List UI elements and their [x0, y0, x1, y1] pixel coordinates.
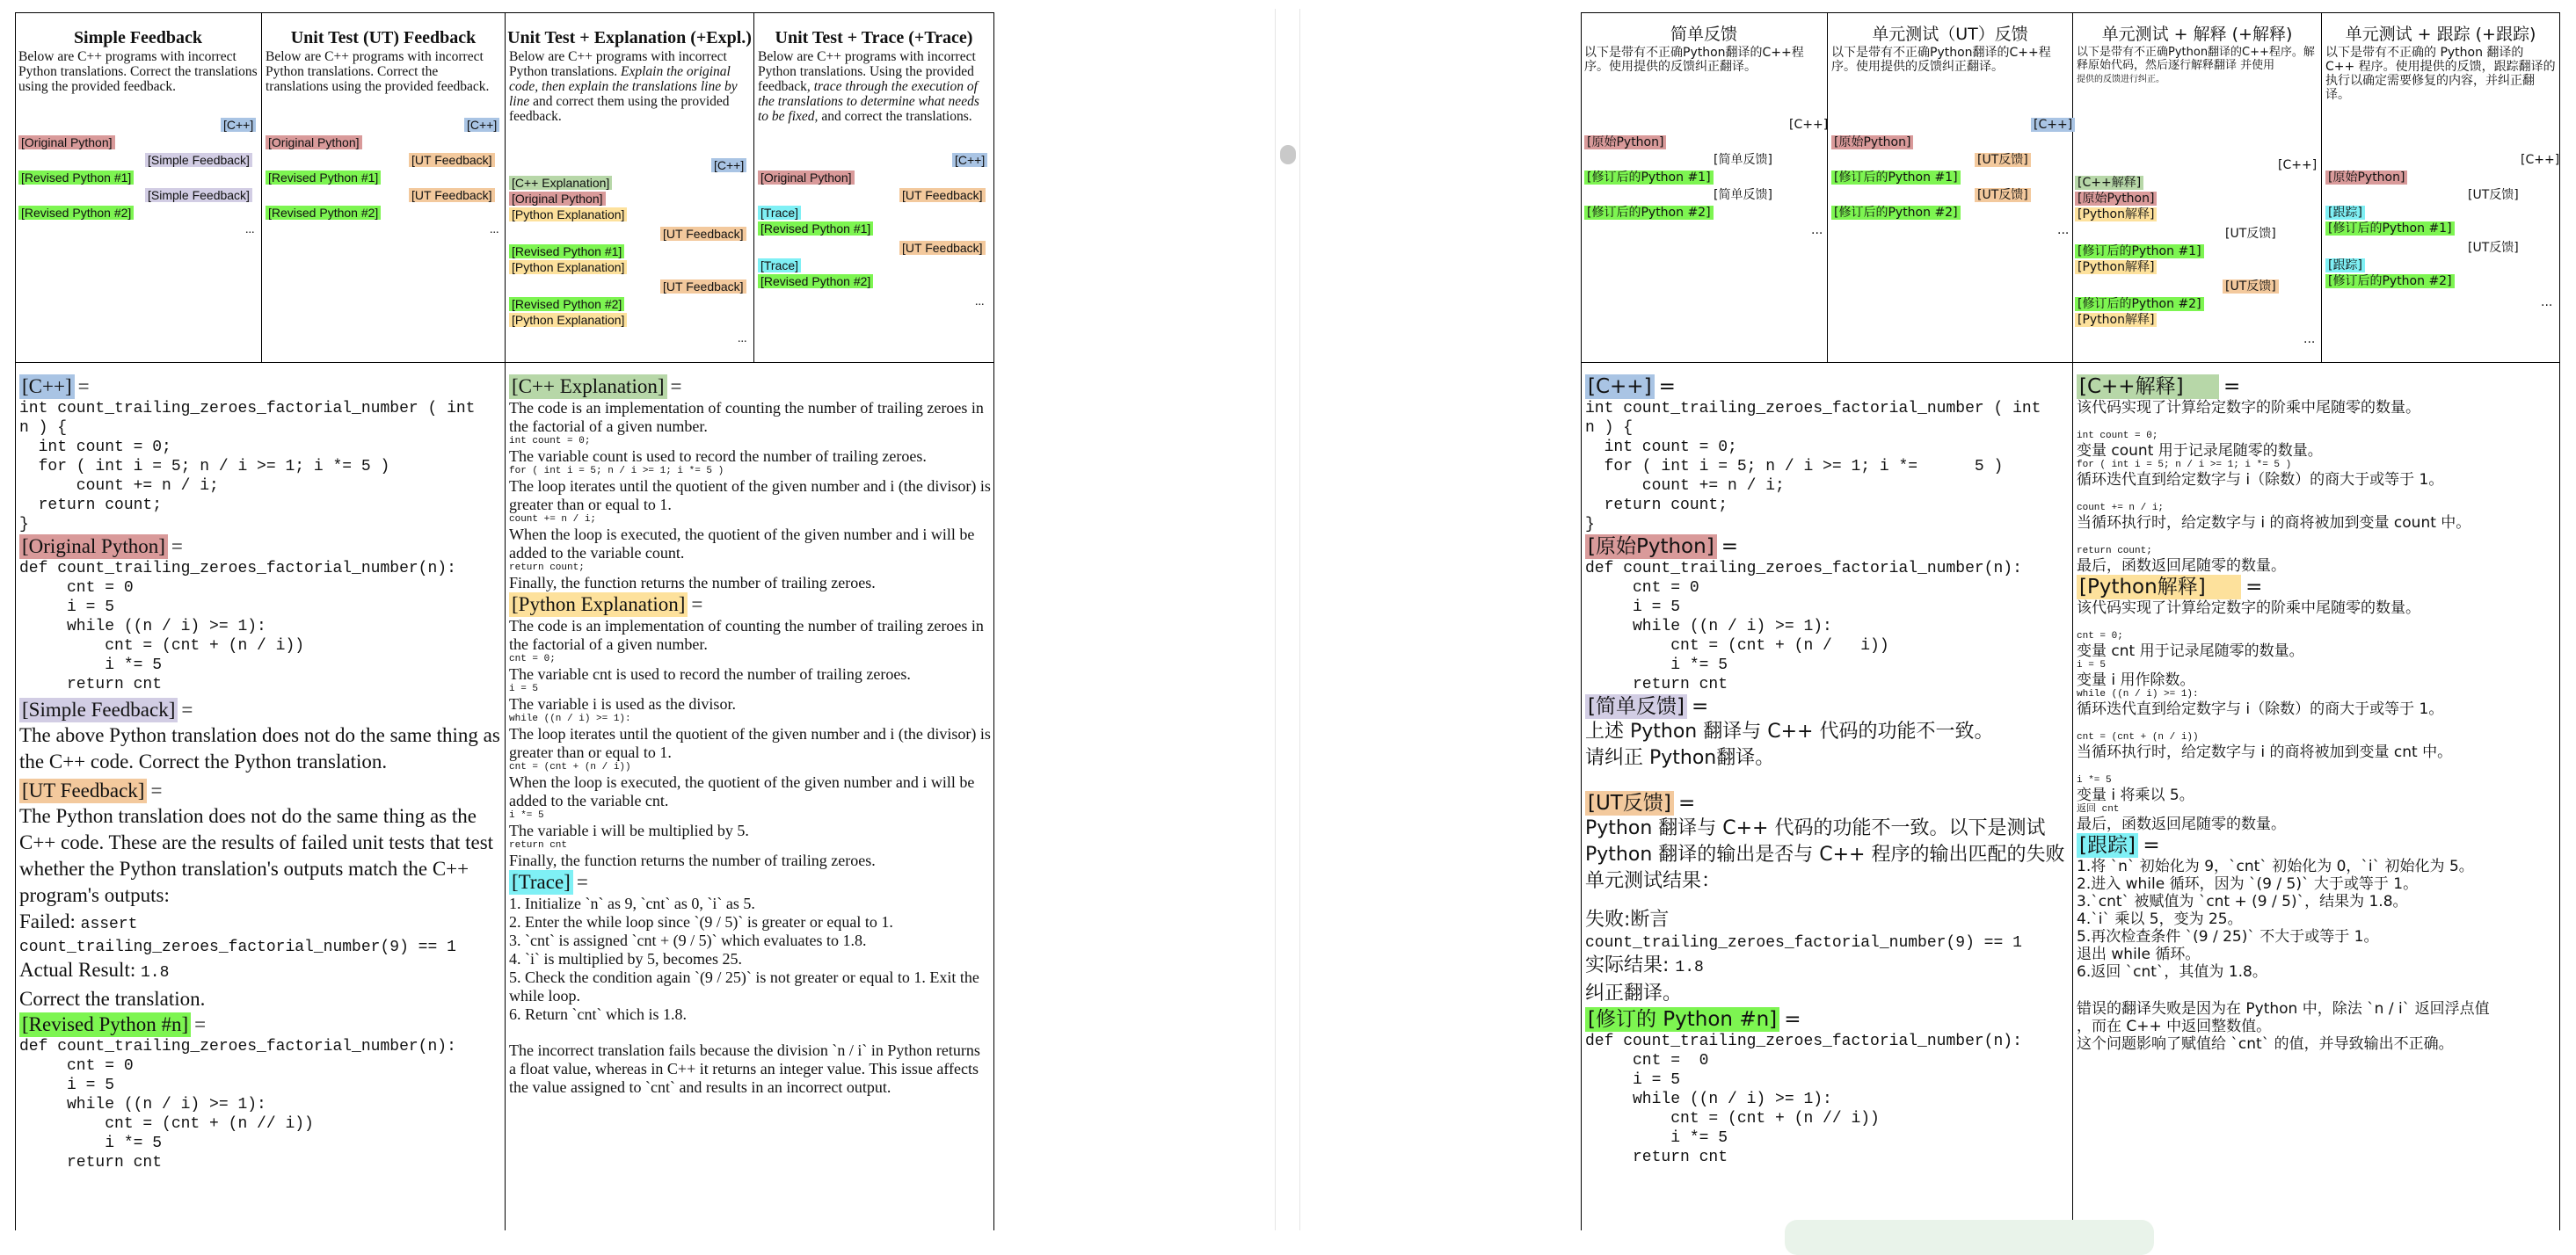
python-explanation-text: When the loop is executed, the quotient of the given number and i will be added to the variable cnt.: [509, 773, 975, 809]
tag-python-explanation: [Python Explanation]: [509, 313, 627, 327]
col-title: Unit Test (UT) Feedback: [290, 28, 477, 47]
page-divider: [1275, 9, 1276, 1230]
bottom-right-explanations-zh: [C++解释] = 该代码实现了计算给定数字的阶乘中尾随零的数量。 int count = 0; 变量 count 用于记录尾随零的数量。 for ( int i = 5; n / i >= 1; i *= 5 ) 循环迭代直到给定数字与 i（除数）的商大于或等于 1。 count += n / i; 当循环执行时，给定数字与 i 的商将被加到变量 count 中。 return count; 最后，函数返回尾随零的数量。 [Python解释] = 该代码实现了计算给定数字的阶乘中尾随零的数量。 cnt = 0; 变量 cnt 用于记录尾随零的数量。 i = 5 变量 i 用作除数。 while ((n / i) >= 1): 循环迭代直到给定数字与 i（除数）的商大于或等于 1。 cnt = (cnt + (n / i)) 当循环执行时，给定数字与 i 的商将被加到变量 cnt 中。 i *= 5 变量 i 将乘以 5。 返回 cnt 最后，函数返回尾随零的数量。 [跟踪] = 1.将 `n` 初始化为 9，`cnt` 初始化为 0，`i` 初始化为 5。 2.进入 while 循环，因为 `(9 / 5)` 大于或等于 1。 3.`cnt` 被赋值为 `cnt + (9 / 5)`，结果为 1.8。 4.`i` 乘以 5，变为 25。 5.再次检查条件 `(9 / 25)` 不大于或等于 1。 退出 while 循环。 6.返回 `cnt`，其值为 1.8。 错误的翻译失败是因为在 Python 中，除法 `n / i` 返回浮点值 ，而在 C++ 中返回整数值。 这个问题影响了赋值给 `cnt` 的值，并导致输出不正确。: [2077, 374, 2557, 1053]
tag-original-python: [原始Python]: [1831, 135, 1913, 149]
trace-step: 1.将 `n` 初始化为 9，`cnt` 初始化为 0，`i` 初始化为 5。: [2077, 858, 2474, 875]
trace-step: 6. Return `cnt` which is 1.8.: [509, 1005, 687, 1023]
tag-cpp: [C++]: [221, 118, 256, 132]
python-explanation-code: cnt = 0;: [2077, 631, 2123, 642]
trace-conclusion: ，而在 C++ 中返回整数值。: [2077, 1018, 2272, 1035]
cpp-explanation-text: 最后，函数返回尾随零的数量。: [2077, 557, 2286, 575]
col-title: 单元测试（UT）反馈: [1872, 25, 2028, 44]
python-explanation-code: cnt = (cnt + (n / i)): [509, 762, 631, 773]
tag-cpp: [C++]: [464, 118, 499, 132]
tag-revised-python-2: [Revised Python #2]: [18, 206, 134, 220]
cpp-code: int count_trailing_zeroes_factorial_number ( int n ) { int count = 0; for ( int i = 5; n / i >= 1; i *= 5 ) count += n / i; return count; }: [1585, 400, 2041, 533]
correct-instruction: Correct the translation.: [19, 988, 206, 1010]
python-explanation-header: [Python解释]: [2077, 575, 2241, 599]
tag-ut-feedback: [UT反馈]: [2225, 227, 2276, 241]
python-explanation-code: 返回 cnt: [2077, 804, 2120, 815]
trace-step: 5. Check the condition again `(9 / 25)` is not greater or equal to 1. Exit the while loop.: [509, 968, 979, 1005]
python-explanation-text: The variable cnt is used to record the number of trailing zeroes.: [509, 665, 911, 683]
original-python-code: def count_trailing_zeroes_factorial_number(n): cnt = 0 i = 5 while ((n / i) >= 1): cnt = (cnt + (n / i)) i *= 5 return cnt: [19, 560, 456, 693]
tag-cpp: [C++]: [2031, 118, 2075, 132]
failed-test-line: Failed: assert: [19, 910, 138, 933]
page-divider: [1299, 9, 1300, 1230]
left-figure: [15, 12, 994, 1230]
trace-step: 6.返回 `cnt`，其值为 1.8。: [2077, 963, 2267, 981]
python-explanation-code: i = 5: [2077, 660, 2107, 671]
python-explanation-code: cnt = 0;: [509, 654, 556, 664]
cpp-explanation-code: int count = 0;: [2077, 431, 2158, 441]
python-explanation-text: The variable i will be multiplied by 5.: [509, 822, 749, 839]
original-python-header: [原始Python]: [1585, 534, 1717, 559]
col-title: Unit Test + Trace (+Trace): [775, 28, 973, 47]
cpp-header: [C++]: [19, 374, 75, 399]
failed-test-code: count_trailing_zeroes_factorial_number(9) == 1: [19, 939, 456, 956]
cpp-explanation-code: return count;: [509, 562, 585, 573]
tag-ut-feedback: [UT Feedback]: [660, 279, 746, 294]
simple-feedback-text: 上述 Python 翻译与 C++ 代码的功能不一致。请纠正 Python翻译。: [1585, 721, 1994, 769]
ellipsis: ...: [2541, 295, 2553, 309]
cpp-explanation-text: 变量 count 用于记录尾随零的数量。: [2077, 442, 2323, 460]
tag-trace: [Trace]: [758, 206, 801, 220]
correct-instruction: 纠正翻译。: [1585, 983, 1683, 1005]
col-desc: 以下是带有不正确Python翻译的C++程序。使用提供的反馈纠正翻译。: [1831, 46, 2051, 74]
trace-step: 3. `cnt` is assigned `cnt + (9 / 5)` which evaluates to 1.8.: [509, 932, 867, 949]
tag-trace: [跟踪]: [2325, 206, 2365, 220]
tag-ut-feedback: [UT反馈]: [1975, 188, 2031, 202]
failed-test-code: count_trailing_zeroes_factorial_number(9) == 1: [1585, 934, 2022, 952]
cpp-code: int count_trailing_zeroes_factorial_number ( int n ) { int count = 0; for ( int i = 5; n / i >= 1; i *= 5 ) count += n / i; return count; }: [19, 400, 476, 533]
bottom-left-prompt-zh: [C++] = int count_trailing_zeroes_factorial_number ( int n ) { int count = 0; for ( int i = 5; n / i >= 1; i *= 5 ) count += n / i; return count; } [原始Python] = def count_trailing_zeroes_factorial_number(n): cnt = 0 i = 5 while ((n / i) >= 1): cnt = (cnt + (n / i)) i *= 5 return cnt [简单反馈] = 上述 Python 翻译与 C++ 代码的功能不一致。请纠正 Python翻译。 [UT反馈] = Python 翻译与 C++ 代码的功能不一致。以下是测试 Python 翻译的输出是否与 C++ 程序的输出匹配的失败单元测试结果： 失败:断言 count_trailing_zeroes_factorial_number(9) == 1 实际结果: 1.8 纠正翻译。 [修订的 Python #n] = def count_trailing_zeroes_factorial_number(n): cnt = 0 i = 5 while ((n / i) >= 1): cnt = (cnt + (n // i)) i *= 5 return cnt: [1585, 374, 2069, 1167]
tag-revised-python-1: [修订后的Python #1]: [1831, 170, 1961, 185]
tag-ut-feedback: [UT Feedback]: [660, 227, 746, 241]
python-explanation-header: [Python Explanation]: [509, 592, 688, 617]
cpp-explanation-header: [C++解释]: [2077, 374, 2219, 399]
python-explanation-text: 变量 i 将乘以 5。: [2077, 787, 2194, 804]
col-desc: Below are C++ programs with incorrect Python translations. Correct the translations using the provided feedback.: [18, 49, 258, 94]
col-desc: Below are C++ programs with incorrect Python translations. Explain the original code, then explain the translations line by line and correct them using the provided feedback.: [509, 49, 738, 124]
cpp-explanation-header: [C++ Explanation]: [509, 374, 667, 399]
simple-feedback-text: The above Python translation does not do the same thing as the C++ code. Correct the Python translation.: [19, 724, 500, 773]
tag-original-python: [Original Python]: [18, 135, 115, 149]
cpp-explanation-text: 当循环执行时，给定数字与 i 的商将被加到变量 count 中。: [2077, 514, 2471, 532]
python-explanation-text: 最后，函数返回尾随零的数量。: [2077, 816, 2286, 833]
tag-trace: [跟踪]: [2325, 258, 2365, 272]
bottom-right-explanations: [C++ Explanation] = The code is an implementation of counting the number of trailing zeroes in the factorial of a given number. int count = 0; The variable count is used to record the number of trailing zeroes. for ( int i = 5; n / i >= 1; i *= 5 ) The loop iterates until the quotient of the given number and i (the divisor) is greater than or equal to 1. count += n / i; When the loop is executed, the quotient of the given number and i will be added to the variable count. return count; Finally, the function returns the number of trailing zeroes. [Python Explanation] = The code is an implementation of counting the number of trailing zeroes in the factorial of a given number. cnt = 0; The variable cnt is used to record the number of trailing zeroes. i = 5 The variable i is used as the divisor. while ((n / i) >= 1): The loop iterates until the quotient of the given number and i (the divisor) is greater than or equal to 1. cnt = (cnt + (n / i)) When the loop is executed, the quotient of the given number and i will be added to the variable cnt. i *= 5 The variable i will be multiplied by 5. return cnt Finally, the function returns the number of trailing zeroes. [Trace] = 1. Initialize `n` as 9, `cnt` as 0, `i` as 5. 2. Enter the while loop since `(9 / 5)` is greater or equal to 1. 3. `cnt` is assigned `cnt + (9 / 5)` which evaluates to 1.8. 4. `i` is multiplied by 5, becomes 25. 5. Check the condition again `(9 / 25)` is not greater or equal to 1. Exit the while loop. 6. Return `cnt` which is 1.8. The incorrect translation fails because the division `n / i` in Python returns a float value, whereas in C++ it returns an integer value. This issue affects the value assigned to `cnt` and results in an incorrect output.: [509, 375, 991, 1096]
python-explanation-code: cnt = (cnt + (n / i)): [2077, 732, 2199, 743]
trace-header: [跟踪]: [2077, 833, 2138, 858]
trace-conclusion: The incorrect translation fails because the division `n / i` in Python returns a float value, whereas in C++ it returns an integer value. This issue affects the value assigned to `cnt` and results in an incorrect output.: [509, 1041, 980, 1096]
cpp-explanation-code: count += n / i;: [509, 514, 597, 525]
python-explanation-code: while ((n / i) >= 1):: [2077, 689, 2199, 700]
trace-step: 3.`cnt` 被赋值为 `cnt + (9 / 5)`，结果为 1.8。: [2077, 893, 2408, 910]
col-title: Simple Feedback: [73, 28, 203, 47]
python-explanation-text: 当循环执行时，给定数字与 i 的商将被加到变量 cnt 中。: [2077, 744, 2453, 761]
bottom-left-prompt: [C++] = int count_trailing_zeroes_factorial_number ( int n ) { int count = 0; for ( int i = 5; n / i >= 1; i *= 5 ) count += n / i; return count; } [Original Python] = def count_trailing_zeroes_factorial_number(n): cnt = 0 i = 5 while ((n / i) >= 1): cnt = (cnt + (n / i)) i *= 5 return cnt [Simple Feedback] = The above Python translation does not do the same thing as the C++ code. Correct the Python translation. [UT Feedback] = The Python translation does not do the same thing as the C++ code. These are the results of failed unit tests that test whether the Python translation's outputs match the C++ program's outputs: Failed: assert count_trailing_zeroes_factorial_number(9) == 1 Actual Result: 1.8 Correct the translation. [Revised Python #n] = def count_trailing_zeroes_factorial_number(n): cnt = 0 i = 5 while ((n / i) >= 1): cnt = (cnt + (n // i)) i *= 5 return cnt: [19, 375, 500, 1172]
ellipsis: ...: [2057, 223, 2070, 237]
tag-ut-feedback: [UT反馈]: [2468, 188, 2519, 202]
tag-cpp: [C++]: [711, 158, 746, 172]
tag-revised-python-2: [修订后的Python #2]: [1584, 206, 1714, 220]
tag-revised-python-2: [Revised Python #2]: [758, 274, 873, 288]
tag-simple-feedback: [简单反馈]: [1714, 188, 1772, 202]
tag-revised-python-2: [修订后的Python #2]: [2325, 274, 2455, 288]
tag-cpp-explanation: [C++ Explanation]: [509, 176, 612, 190]
ellipsis: ...: [490, 223, 499, 236]
tag-ut-feedback: [UT Feedback]: [899, 241, 986, 255]
col-desc: 以下是带有不正确的 Python 翻译的 C++ 程序。使用提供的反馈，跟踪翻译的执行以确定需要修复的内容，并纠正翻译。: [2325, 46, 2556, 102]
tag-revised-python-2: [Revised Python #2]: [509, 297, 624, 311]
col-desc: 以下是带有不正确Python翻译的C++程序。使用提供的反馈纠正翻译。: [1584, 46, 1804, 74]
actual-result: Actual Result: 1.8: [19, 959, 170, 982]
tag-revised-python-1: [Revised Python #1]: [509, 244, 624, 258]
tag-revised-python-2: [Revised Python #2]: [266, 206, 381, 220]
revised-python-header: [修订的 Python #n]: [1585, 1007, 1779, 1032]
cpp-explanation-text: 循环迭代直到给定数字与 i（除数）的商大于或等于 1。: [2077, 471, 2444, 489]
python-explanation-code: while ((n / i) >= 1):: [509, 714, 631, 724]
cpp-explanation-text: The variable count is used to record the number of trailing zeroes.: [509, 447, 927, 465]
tag-revised-python-2: [修订后的Python #2]: [1831, 206, 1961, 220]
tag-python-explanation: [Python解释]: [2075, 207, 2157, 221]
python-explanation-text: The loop iterates until the quotient of the given number and i (the divisor) is greater than or equal to 1.: [509, 725, 991, 761]
col-title: Unit Test + Explanation (+Expl.): [507, 28, 752, 47]
tag-original-python: [原始Python]: [2325, 170, 2407, 185]
tag-revised-python-1: [Revised Python #1]: [18, 170, 134, 185]
original-python-code: def count_trailing_zeroes_factorial_number(n): cnt = 0 i = 5 while ((n / i) >= 1): cnt = (cnt + (n / i)) i *= 5 return cnt: [1585, 560, 2022, 693]
right-figure: [1581, 12, 2560, 1230]
tag-python-explanation: [Python解释]: [2075, 260, 2157, 274]
col-desc: Below are C++ programs with incorrect Python translations. Using the provided feedback, trace through the execution of the translations to determine what needs to be fixed, and correct the translations.: [758, 49, 979, 124]
tag-cpp: [C++]: [952, 153, 987, 167]
floating-bubble[interactable]: [1785, 1220, 2154, 1255]
ut-feedback-header: [UT Feedback]: [19, 779, 147, 803]
tag-simple-feedback: [简单反馈]: [1714, 153, 1772, 167]
col-title: 单元测试 + 跟踪 (+跟踪): [2345, 25, 2536, 44]
cpp-explanation-text: When the loop is executed, the quotient of the given number and i will be added to the variable count.: [509, 526, 975, 562]
tag-revised-python-1: [修订后的Python #1]: [1584, 170, 1714, 185]
trace-step: 1. Initialize `n` as 9, `cnt` as 0, `i` as 5.: [509, 895, 755, 912]
col-unit-test-trace-zh: [2322, 12, 2559, 369]
tag-original-python: [原始Python]: [1584, 135, 1666, 149]
tag-trace: [Trace]: [758, 258, 801, 272]
tag-simple-feedback: [Simple Feedback]: [145, 153, 252, 167]
scroll-handle[interactable]: [1280, 145, 1296, 164]
python-explanation-0: The code is an implementation of counting the number of trailing zeroes in the factorial of a given number.: [509, 617, 984, 653]
python-explanation-text: The variable i is used as the divisor.: [509, 695, 736, 713]
trace-header: [Trace]: [509, 870, 573, 895]
cpp-explanation-code: for ( int i = 5; n / i >= 1; i *= 5 ): [509, 466, 724, 476]
tag-ut-feedback: [UT Feedback]: [409, 153, 495, 167]
ellipsis: ...: [2303, 332, 2316, 346]
tag-cpp-explanation: [C++解释]: [2075, 176, 2143, 190]
tag-cpp: [C++]: [2278, 158, 2318, 172]
tag-original-python: [Original Python]: [266, 135, 362, 149]
tag-python-explanation: [Python Explanation]: [509, 207, 627, 221]
trace-step: 2.进入 while 循环，因为 `(9 / 5)` 大于或等于 1。: [2077, 875, 2419, 893]
tag-revised-python-1: [Revised Python #1]: [758, 221, 873, 236]
tag-original-python: [Original Python]: [509, 192, 606, 206]
tag-cpp: [C++]: [1789, 118, 1829, 132]
col-desc: 以下是带有不正确Python翻译的C++程序。解释原始代码，然后逐行解释翻译 并使用 提供的反馈进行纠正。: [2077, 46, 2315, 84]
python-explanation-code: return cnt: [509, 840, 568, 851]
tag-original-python: [原始Python]: [2075, 192, 2157, 206]
trace-conclusion: 错误的翻译失败是因为在 Python 中，除法 `n / i` 返回浮点值: [2077, 1000, 2490, 1018]
col-title: 简单反馈: [1670, 25, 1737, 44]
python-explanation-text: 变量 i 用作除数。: [2077, 671, 2195, 689]
tag-revised-python-1: [Revised Python #1]: [266, 170, 381, 185]
python-explanation-code: i *= 5: [509, 810, 544, 821]
col-desc: Below are C++ programs with incorrect Python translations. Correct the translations using the provided feedback.: [266, 49, 490, 94]
tag-simple-feedback: [Simple Feedback]: [145, 188, 252, 202]
python-explanation-0: 该代码实现了计算给定数字的阶乘中尾随零的数量。: [2077, 599, 2420, 617]
col-simple-feedback-zh: [1581, 12, 1827, 369]
trace-step: 2. Enter the while loop since `(9 / 5)` is greater or equal to 1.: [509, 913, 893, 931]
trace-step: 退出 while 循环。: [2077, 946, 2201, 963]
col-title: 单元测试 + 解释 (+解释): [2101, 25, 2293, 44]
tag-original-python: [Original Python]: [758, 170, 855, 185]
cpp-explanation-code: return count;: [2077, 546, 2152, 556]
python-explanation-text: 变量 cnt 用于记录尾随零的数量。: [2077, 642, 2304, 660]
revised-python-code: def count_trailing_zeroes_factorial_number(n): cnt = 0 i = 5 while ((n / i) >= 1): cnt = (cnt + (n // i)) i *= 5 return cnt: [19, 1038, 456, 1172]
tag-ut-feedback: [UT反馈]: [2468, 241, 2519, 255]
ut-feedback-text: Python 翻译与 C++ 代码的功能不一致。以下是测试 Python 翻译的输出是否与 C++ 程序的输出匹配的失败单元测试结果：: [1585, 817, 2065, 892]
python-explanation-text: Finally, the function returns the number of trailing zeroes.: [509, 852, 876, 869]
tag-ut-feedback: [UT反馈]: [2223, 279, 2279, 294]
cpp-explanation-0: The code is an implementation of counting the number of trailing zeroes in the factorial of a given number.: [509, 399, 984, 435]
revised-python-code: def count_trailing_zeroes_factorial_number(n): cnt = 0 i = 5 while ((n / i) >= 1): cnt = (cnt + (n // i)) i *= 5 return cnt: [1585, 1033, 2022, 1166]
simple-feedback-header: [Simple Feedback]: [19, 698, 178, 722]
tag-ut-feedback: [UT Feedback]: [899, 188, 986, 202]
cpp-explanation-code: for ( int i = 5; n / i >= 1; i *= 5 ): [2077, 460, 2292, 470]
tag-revised-python-1: [修订后的Python #1]: [2325, 221, 2455, 236]
cpp-explanation-code: int count = 0;: [509, 436, 591, 446]
revised-python-header: [Revised Python #n]: [19, 1012, 191, 1037]
simple-feedback-header: [简单反馈]: [1585, 694, 1687, 719]
ellipsis: ...: [1811, 223, 1823, 237]
tag-cpp: [C++]: [2521, 153, 2560, 167]
cpp-header: [C++]: [1585, 374, 1655, 399]
cpp-explanation-0: 该代码实现了计算给定数字的阶乘中尾随零的数量。: [2077, 399, 2420, 417]
trace-step: 5.再次检查条件 `(9 / 25)` 不大于或等于 1。: [2077, 928, 2379, 946]
tag-python-explanation: [Python解释]: [2075, 313, 2157, 327]
python-explanation-code: i = 5: [509, 684, 539, 694]
python-explanation-text: 循环迭代直到给定数字与 i（除数）的商大于或等于 1。: [2077, 700, 2444, 718]
tag-revised-python-2: [修订后的Python #2]: [2075, 297, 2204, 311]
tag-ut-feedback: [UT Feedback]: [409, 188, 495, 202]
tag-ut-feedback: [UT反馈]: [1975, 153, 2031, 167]
tag-python-explanation: [Python Explanation]: [509, 260, 627, 274]
trace-step: 4. `i` is multiplied by 5, becomes 25.: [509, 950, 742, 968]
python-explanation-code: i *= 5: [2077, 775, 2112, 786]
cpp-explanation-text: The loop iterates until the quotient of the given number and i (the divisor) is greater than or equal to 1.: [509, 477, 991, 513]
ut-feedback-text: The Python translation does not do the same thing as the C++ code. These are the results of failed unit tests that test whether the Python translation's outputs match the C++ program's outputs:: [19, 805, 494, 906]
ellipsis: ...: [738, 332, 747, 345]
tag-revised-python-1: [修订后的Python #1]: [2075, 244, 2204, 258]
actual-result: 实际结果: 1.8: [1585, 954, 1704, 976]
trace-conclusion: 这个问题影响了赋值给 `cnt` 的值，并导致输出不正确。: [2077, 1035, 2454, 1053]
cpp-explanation-text: Finally, the function returns the number of trailing zeroes.: [509, 574, 876, 591]
failed-test-line: 失败:断言: [1585, 909, 1670, 931]
ellipsis: ...: [245, 223, 255, 236]
cpp-explanation-code: count += n / i;: [2077, 503, 2165, 513]
col-ut-feedback-zh: [1828, 12, 2072, 369]
original-python-header: [Original Python]: [19, 534, 168, 559]
ellipsis: ...: [975, 295, 985, 308]
trace-step: 4.`i` 乘以 5，变为 25。: [2077, 910, 2243, 928]
ut-feedback-header: [UT反馈]: [1585, 791, 1674, 816]
